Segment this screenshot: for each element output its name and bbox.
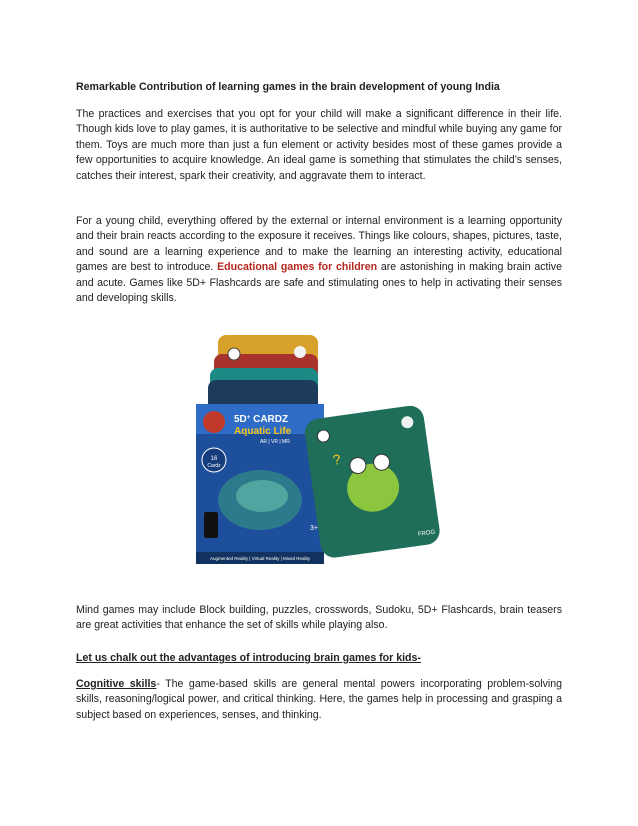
paragraph-mind-games: Mind games may include Block building, puzzles, crosswords, Sudoku, 5D+ Flashcards, brain teasers are great activities that enhance the set of skills while playing also. <box>76 604 562 632</box>
educational-games-link[interactable]: Educational games for children <box>217 261 378 274</box>
monkey-icon <box>294 346 306 358</box>
count-label: Cardz <box>207 463 221 469</box>
paragraph-cognitive <box>76 677 562 723</box>
count-number: 16 <box>210 456 218 462</box>
phone-icon <box>204 512 218 538</box>
box-subtitle: Aquatic Life <box>234 426 292 437</box>
svg-text:5D+ CARDZ <box>234 414 288 425</box>
product-image <box>130 330 450 570</box>
box-tags: AR | VR | MR <box>260 439 290 445</box>
card-hole-icon <box>228 348 240 360</box>
frog-card-label: FROG <box>417 529 436 538</box>
paragraph-learning <box>76 214 562 306</box>
turtle-shell <box>236 480 288 512</box>
cognitive-skills-text: - The game-based skills are general mental powers incorporating problem-solving skills, reasoning/logical power, and critical thinking. Here, the games help in processing and grasping a subject based on experiences, senses, and thinking. <box>76 678 563 721</box>
cognitive-skills-term: Cognitive skills <box>76 678 157 690</box>
brand-sup: + <box>246 415 251 421</box>
box-footer-text: Augmented Reality | Virtual Reality | Mixed Reality <box>209 556 311 561</box>
age-label: 3+ <box>310 525 318 532</box>
document-title: Remarkable Contribution of learning games in the brain development of young India <box>76 81 500 93</box>
brand-logo-icon <box>203 411 225 433</box>
section-heading: Let us chalk out the advantages of introducing brain games for kids- <box>76 652 421 664</box>
brand-prefix: 5D <box>234 414 247 425</box>
paragraph-learning-tail: are astonishing in making brain active and acute. Games like 5D+ Flashcards are safe and stimulating ones to help in activating their senses and developing skills. <box>76 261 562 305</box>
paragraph-intro: The practices and exercises that you opt for your child will make a significant difference in their life. Though kids love to play games, it is authoritative to be selective and mindful while buying any game for them. Toys are much more than just a fun element or activity besides most of these games provide a few opportunities to acquire knowledge. An ideal game is something that stimulates the child’s senses, catches their interest, spark their creativity, and aggravate them to interact. <box>76 108 562 182</box>
frog-question-mark: ? <box>331 450 342 468</box>
paragraph-learning-text: For a young child, everything offered by the external or internal environment is a learning opportunity and their brain reacts according to the exposure it receives. Things like colours, shapes, pictures, taste, and sound are a learning experience and to make the learning an interesting activity, educational games are best to introduce. <box>76 215 562 274</box>
brand-suffix: CARDZ <box>250 414 289 425</box>
